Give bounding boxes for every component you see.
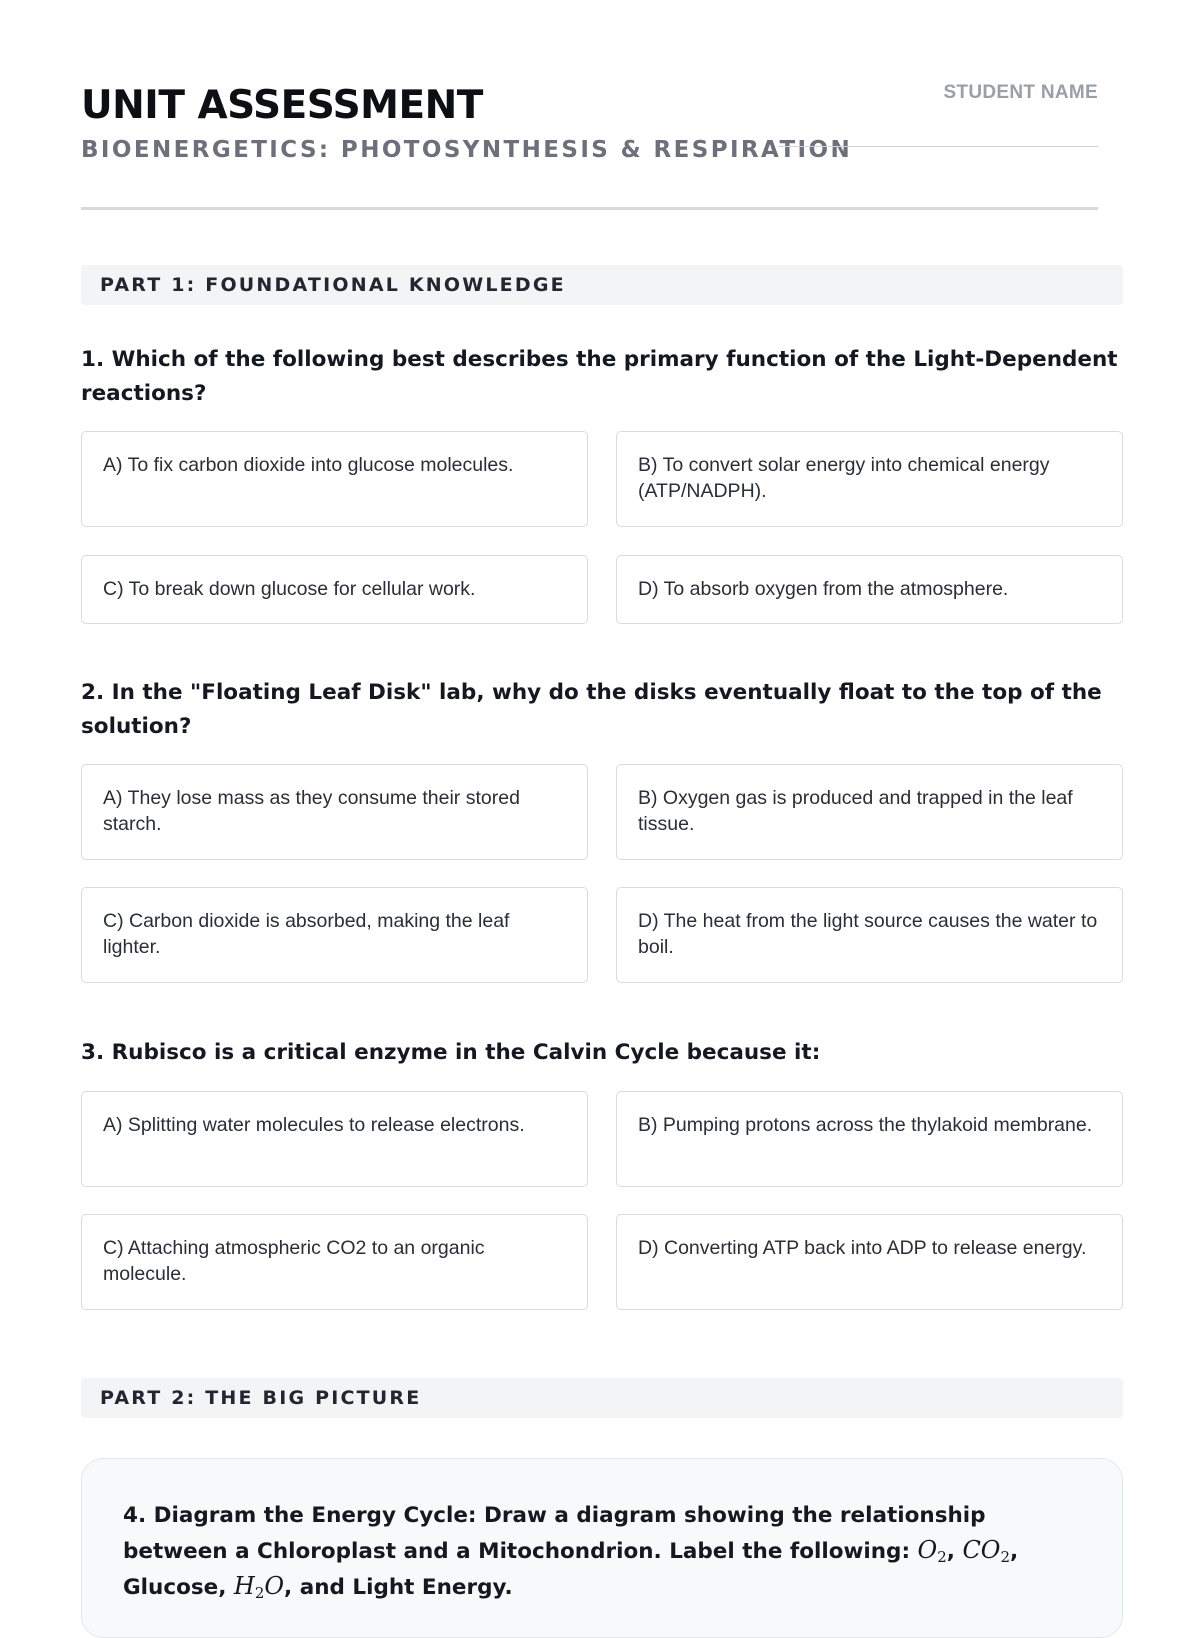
student-name-label: STUDENT NAME: [943, 82, 1098, 103]
question-2-option-d[interactable]: D) The heat from the light source causes the water to boil.: [616, 887, 1123, 983]
separator-1: ,: [946, 1539, 963, 1564]
h2o-subscript: 2: [254, 1584, 265, 1602]
question-4-card: [81, 1458, 1123, 1638]
o2-base: O: [917, 1536, 938, 1564]
h2o-o: O: [264, 1572, 285, 1600]
page-subtitle: BIOENERGETICS: PHOTOSYNTHESIS & RESPIRATION: [81, 137, 853, 163]
question-1-prompt: 1. Which of the following best describes the primary function of the Light-Dependent reactions?: [81, 347, 1118, 406]
question-3-option-a[interactable]: A) Splitting water molecules to release electrons.: [81, 1091, 588, 1187]
question-4-prompt: [123, 1499, 1080, 1605]
o2-formula: [918, 1536, 947, 1564]
page-header: [81, 0, 1098, 210]
question-4-lead: 4. Diagram the Energy Cycle: Draw a diagram showing the relationship between a Chloroplast and a Mitochondrion. Label the following:: [123, 1503, 986, 1564]
question-3-option-c[interactable]: C) Attaching atmospheric CO2 to an organic molecule.: [81, 1214, 588, 1310]
co2-base: CO: [962, 1536, 1001, 1564]
student-name-line[interactable]: [778, 146, 1098, 147]
h2o-formula: [234, 1572, 284, 1600]
separator-2: , Glucose,: [123, 1539, 1019, 1600]
question-3-prompt: 3. Rubisco is a critical enzyme in the Calvin Cycle because it:: [81, 1040, 821, 1065]
co2-subscript: 2: [1000, 1548, 1011, 1566]
question-2-option-b[interactable]: B) Oxygen gas is produced and trapped in the leaf tissue.: [616, 764, 1123, 860]
co2-formula: [962, 1536, 1010, 1564]
question-4-tail: , and Light Energy.: [284, 1575, 513, 1600]
o2-subscript: 2: [937, 1548, 947, 1566]
question-3-option-d[interactable]: D) Converting ATP back into ADP to release energy.: [616, 1214, 1123, 1310]
question-1-option-d[interactable]: D) To absorb oxygen from the atmosphere.: [616, 555, 1123, 624]
h2o-h: H: [233, 1572, 255, 1600]
part-1-heading: PART 1: FOUNDATIONAL KNOWLEDGE: [81, 265, 1123, 305]
question-2-option-c[interactable]: C) Carbon dioxide is absorbed, making the leaf lighter.: [81, 887, 588, 983]
question-1-option-b[interactable]: B) To convert solar energy into chemical energy (ATP/NADPH).: [616, 431, 1123, 527]
question-1-option-a[interactable]: A) To fix carbon dioxide into glucose molecules.: [81, 431, 588, 527]
part-2-heading: PART 2: THE BIG PICTURE: [81, 1378, 1123, 1418]
question-1-option-c[interactable]: C) To break down glucose for cellular work.: [81, 555, 588, 624]
question-2-option-a[interactable]: A) They lose mass as they consume their stored starch.: [81, 764, 588, 860]
question-3-option-b[interactable]: B) Pumping protons across the thylakoid membrane.: [616, 1091, 1123, 1187]
page-title: UNIT ASSESSMENT: [81, 83, 483, 128]
question-2-prompt: 2. In the "Floating Leaf Disk" lab, why do the disks eventually float to the top of the solution?: [81, 680, 1102, 739]
